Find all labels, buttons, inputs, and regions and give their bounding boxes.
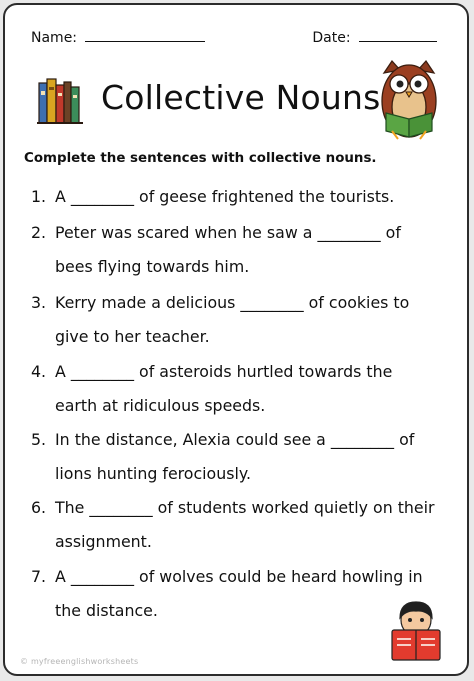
- question-line: Kerry made a delicious ________ of cookies to: [55, 293, 410, 312]
- header-row: [31, 27, 437, 49]
- question-number: 7.: [31, 567, 47, 586]
- question-line: give to her teacher.: [55, 327, 210, 346]
- books-icon: [35, 73, 87, 127]
- question-text: [55, 180, 455, 214]
- question-number: 4.: [31, 362, 47, 381]
- name-field: [31, 27, 205, 46]
- question-text: [55, 491, 455, 559]
- question-number: 3.: [31, 293, 47, 312]
- question-line: The ________ of students worked quietly on their: [55, 498, 435, 517]
- question-line: assignment.: [55, 532, 152, 551]
- date-blank-line[interactable]: [359, 27, 437, 42]
- question-line: A ________ of wolves could be heard howling in: [55, 567, 423, 586]
- question-text: [55, 423, 455, 491]
- question-line: In the distance, Alexia could see a ________ of: [55, 430, 415, 449]
- question-line: A ________ of geese frightened the tourists.: [55, 187, 395, 206]
- question-text: [55, 216, 455, 284]
- question-number: 2.: [31, 223, 47, 242]
- question-number: 6.: [31, 498, 47, 517]
- kid-reading-icon: [388, 598, 444, 664]
- worksheet-title: Collective Nouns: [101, 78, 381, 117]
- question-text: [55, 286, 455, 354]
- owl-reading-icon: [378, 57, 440, 141]
- worksheet-page: [3, 3, 469, 676]
- question-number: 5.: [31, 430, 47, 449]
- name-blank-line[interactable]: [85, 27, 205, 42]
- question-number: 1.: [31, 187, 47, 206]
- date-field: [312, 27, 437, 46]
- question-line: the distance.: [55, 601, 158, 620]
- question-line: Peter was scared when he saw a ________ of: [55, 223, 401, 242]
- instruction-text: Complete the sentences with collective nouns.: [24, 151, 377, 166]
- watermark: © myfreeenglishworksheets: [20, 657, 139, 666]
- question-line: bees flying towards him.: [55, 257, 250, 276]
- question-line: earth at ridiculous speeds.: [55, 396, 266, 415]
- date-label: Date:: [312, 30, 351, 46]
- name-label: Name:: [31, 30, 78, 46]
- question-line: A ________ of asteroids hurtled towards the: [55, 362, 393, 381]
- question-line: lions hunting ferociously.: [55, 464, 251, 483]
- question-text: [55, 355, 455, 423]
